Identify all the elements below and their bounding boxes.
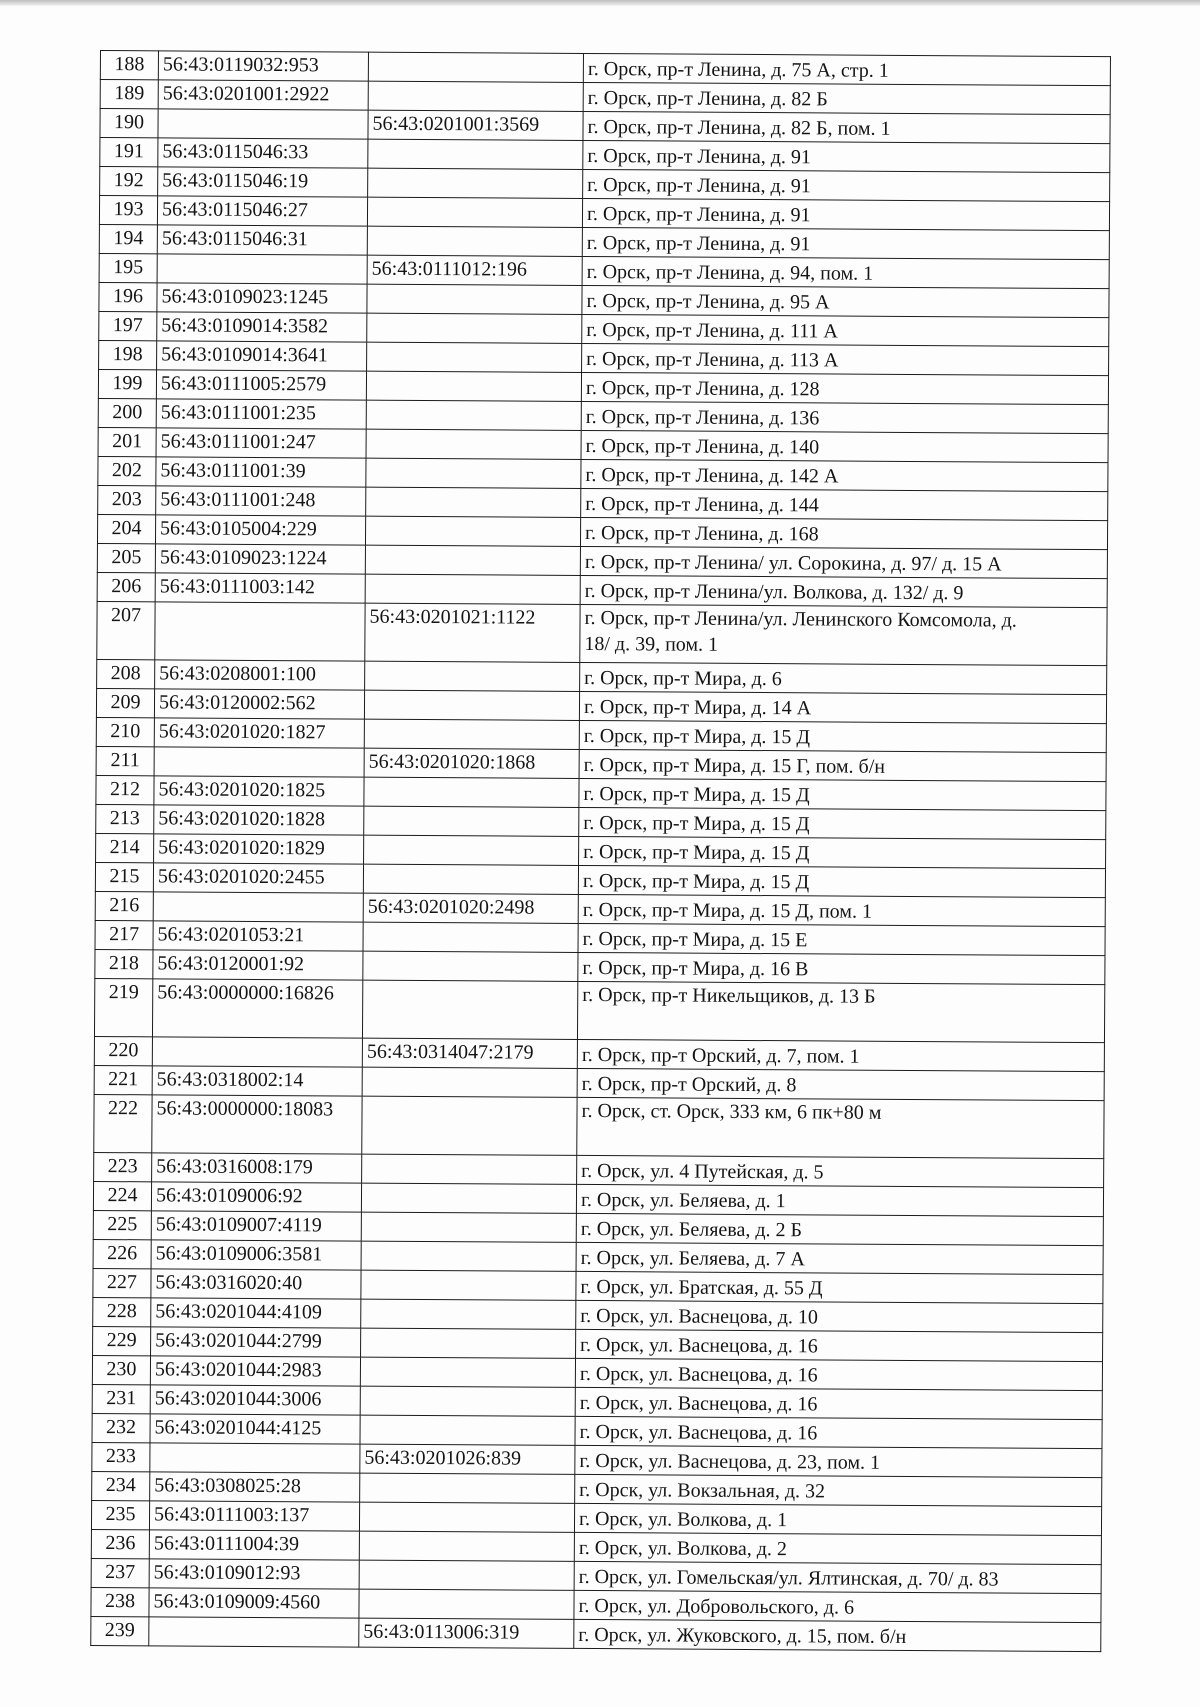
land-cadastral-number-cell: 56:43:0316020:40 [151,1269,361,1299]
object-cadastral-number-cell [361,1212,576,1242]
object-cadastral-number-cell [365,516,580,546]
row-number-cell: 210 [96,717,154,746]
object-cadastral-number-cell [367,342,582,372]
land-cadastral-number-cell: 56:43:0109023:1245 [157,283,367,313]
land-cadastral-number-cell: 56:43:0109007:4119 [151,1211,361,1241]
address-cell: г. Орск, пр-т Ленина, д. 136 [581,401,1108,433]
object-cadastral-number-cell [367,226,582,256]
row-number-cell: 217 [95,920,153,949]
row-number-cell: 219 [94,978,152,1036]
address-cell: г. Орск, ул. 4 Путейская, д. 5 [577,1155,1104,1187]
land-cadastral-number-cell: 56:43:0115046:27 [157,196,367,226]
address-cell: г. Орск, пр-т Мира, д. 15 Е [578,923,1105,955]
row-number-cell: 204 [97,514,155,543]
land-cadastral-number-cell: 56:43:0111003:137 [149,1501,359,1531]
row-number-cell: 206 [97,572,155,601]
object-cadastral-number-cell [368,139,583,169]
address-cell: г. Орск, пр-т Ленина, д. 91 [583,169,1110,201]
row-number-cell: 213 [96,804,154,833]
object-cadastral-number-cell [361,1270,576,1300]
row-number-cell: 237 [91,1558,149,1587]
object-cadastral-number-cell [368,52,583,82]
row-number-cell: 220 [94,1036,152,1065]
land-cadastral-number-cell: 56:43:0201020:1827 [154,718,364,748]
address-cell: г. Орск, пр-т Никельщиков, д. 13 Б [577,981,1104,1042]
land-cadastral-number-cell [158,109,368,139]
land-cadastral-number-cell: 56:43:0201044:4109 [151,1298,361,1328]
address-cell: г. Орск, пр-т Орский, д. 7, пом. 1 [577,1039,1104,1071]
land-cadastral-number-cell: 56:43:0109023:1224 [155,544,365,574]
address-cell: г. Орск, пр-т Ленина, д. 95 А [582,285,1109,317]
object-cadastral-number-cell [360,1415,575,1445]
table-row [91,1616,1101,1651]
address-cell: г. Орск, пр-т Ленина, д. 168 [580,517,1107,549]
land-cadastral-number-cell: 56:43:0201001:2922 [158,80,368,110]
address-cell: г. Орск, ул. Гомельская/ул. Ялтинская, д. 70/ д. 83 [574,1561,1101,1593]
row-number-cell: 225 [93,1210,151,1239]
land-cadastral-number-cell: 56:43:0119032:953 [158,51,368,81]
land-cadastral-number-cell: 56:43:0201020:1825 [154,776,364,806]
land-cadastral-number-cell: 56:43:0115046:33 [158,138,368,168]
row-number-cell: 221 [94,1065,152,1094]
row-number-cell: 209 [96,688,154,717]
address-cell: г. Орск, ул. Беляева, д. 7 А [576,1242,1103,1274]
object-cadastral-number-cell [367,284,582,314]
object-cadastral-number-cell: 56:43:0201021:1122 [365,603,580,662]
object-cadastral-number-cell [364,806,579,836]
object-cadastral-number-cell [362,980,577,1039]
object-cadastral-number-cell: 56:43:0201020:1868 [364,748,579,778]
object-cadastral-number-cell [363,951,578,981]
row-number-cell: 239 [91,1616,149,1645]
row-number-cell: 238 [91,1587,149,1616]
address-cell: г. Орск, пр-т Ленина/ ул. Сорокина, д. 97/ д. 15 А [580,546,1107,578]
object-cadastral-number-cell [359,1560,574,1590]
address-cell: г. Орск, пр-т Мира, д. 15 Д [578,865,1105,897]
row-number-cell: 190 [100,109,158,138]
object-cadastral-number-cell [366,458,581,488]
address-cell: г. Орск, пр-т Мира, д. 15 Д [579,836,1106,868]
address-cell: г. Орск, пр-т Ленина, д. 128 [581,372,1108,404]
row-number-cell: 234 [92,1471,150,1500]
object-cadastral-number-cell [362,1067,577,1097]
land-cadastral-number-cell: 56:43:0201044:3006 [150,1385,360,1415]
address-cell: г. Орск, пр-т Ленина, д. 140 [581,430,1108,462]
land-cadastral-number-cell: 56:43:0111001:39 [156,457,366,487]
address-cell: г. Орск, ул. Васнецова, д. 16 [575,1387,1102,1419]
address-cell: г. Орск, пр-т Мира, д. 15 Г, пом. б/н [579,749,1106,781]
row-number-cell: 232 [92,1413,150,1442]
land-cadastral-number-cell: 56:43:0201020:1828 [154,805,364,835]
land-cadastral-number-cell: 56:43:0201044:4125 [150,1414,360,1444]
object-cadastral-number-cell [362,1096,577,1155]
land-cadastral-number-cell: 56:43:0105004:229 [155,515,365,545]
land-cadastral-number-cell: 56:43:0109014:3582 [157,312,367,342]
land-cadastral-number-cell: 56:43:0111001:248 [156,486,366,516]
address-cell: г. Орск, пр-т Ленина, д. 82 Б, пом. 1 [583,111,1110,143]
row-number-cell: 229 [93,1326,151,1355]
address-cell: г. Орск, ул. Добровольского, д. 6 [574,1590,1101,1622]
address-cell: г. Орск, пр-т Мира, д. 15 Д [579,778,1106,810]
row-number-cell: 233 [92,1442,150,1471]
address-cell: г. Орск, пр-т Ленина, д. 113 А [582,343,1109,375]
scan-top-edge [0,0,1200,6]
land-cadastral-number-cell: 56:43:0201053:21 [153,921,363,951]
row-number-cell: 207 [97,601,155,659]
row-number-cell: 215 [95,862,153,891]
row-number-cell: 194 [99,224,157,253]
row-number-cell: 202 [98,456,156,485]
address-cell [580,604,1107,665]
address-cell: г. Орск, ул. Васнецова, д. 10 [576,1300,1103,1332]
land-cadastral-number-cell: 56:43:0109006:3581 [151,1240,361,1270]
object-cadastral-number-cell [366,400,581,430]
object-cadastral-number-cell [364,690,579,720]
address-cell: г. Орск, пр-т Орский, д. 8 [577,1068,1104,1100]
land-cadastral-number-cell [155,602,365,661]
object-cadastral-number-cell [362,1154,577,1184]
row-number-cell: 224 [93,1181,151,1210]
address-cell: г. Орск, пр-т Ленина/ул. Волкова, д. 132/ д. 9 [580,575,1107,607]
row-number-cell: 197 [99,311,157,340]
row-number-cell: 196 [99,282,157,311]
object-cadastral-number-cell [368,168,583,198]
address-cell: г. Орск, пр-т Ленина, д. 91 [582,227,1109,259]
address-cell: г. Орск, пр-т Мира, д. 14 А [579,691,1106,723]
address-line-2: 18/ д. 39, пом. 1 [584,632,719,656]
row-number-cell: 226 [93,1239,151,1268]
object-cadastral-number-cell: 56:43:0201026:839 [360,1444,575,1474]
row-number-cell: 223 [94,1152,152,1181]
object-cadastral-number-cell [367,197,582,227]
address-cell: г. Орск, ул. Братская, д. 55 Д [576,1271,1103,1303]
land-cadastral-number-cell [149,1617,359,1647]
address-cell: г. Орск, пр-т Ленина, д. 82 Б [583,82,1110,114]
object-cadastral-number-cell [364,719,579,749]
object-cadastral-number-cell [366,371,581,401]
registry-table-body [91,51,1111,1652]
land-cadastral-number-cell [157,254,367,284]
object-cadastral-number-cell [367,313,582,343]
land-cadastral-number-cell [154,747,364,777]
land-cadastral-number-cell [152,1037,362,1067]
object-cadastral-number-cell [361,1183,576,1213]
row-number-cell: 195 [99,253,157,282]
row-number-cell: 192 [100,167,158,196]
address-cell: г. Орск, пр-т Ленина, д. 111 А [582,314,1109,346]
address-cell: г. Орск, ул. Жуковского, д. 15, пом. б/н [574,1619,1101,1651]
land-cadastral-number-cell: 56:43:0109009:4560 [149,1588,359,1618]
object-cadastral-number-cell [361,1299,576,1329]
land-cadastral-number-cell: 56:43:0109012:93 [149,1559,359,1589]
land-cadastral-number-cell: 56:43:0208001:100 [155,660,365,690]
row-number-cell: 211 [96,746,154,775]
object-cadastral-number-cell: 56:43:0201001:3569 [368,110,583,140]
object-cadastral-number-cell [360,1386,575,1416]
address-cell: г. Орск, ул. Волкова, д. 1 [574,1503,1101,1535]
row-number-cell: 201 [98,427,156,456]
land-cadastral-number-cell: 56:43:0120001:92 [153,950,363,980]
object-cadastral-number-cell: 56:43:0201020:2498 [363,893,578,923]
address-line-1: г. Орск, пр-т Ленина/ул. Ленинского Комсомола, д. [584,606,1017,632]
row-number-cell: 222 [94,1094,152,1152]
row-number-cell: 189 [100,80,158,109]
address-cell: г. Орск, ул. Васнецова, д. 16 [575,1358,1102,1390]
object-cadastral-number-cell [368,81,583,111]
object-cadastral-number-cell [364,777,579,807]
land-cadastral-number-cell: 56:43:0201020:2455 [153,863,363,893]
row-number-cell: 203 [98,485,156,514]
address-cell: г. Орск, ул. Васнецова, д. 23, пом. 1 [575,1445,1102,1477]
row-number-cell: 228 [93,1297,151,1326]
table-row [94,978,1104,1042]
address-cell: г. Орск, пр-т Мира, д. 6 [580,662,1107,694]
object-cadastral-number-cell: 56:43:0111012:196 [367,255,582,285]
row-number-cell: 236 [91,1529,149,1558]
row-number-cell: 212 [96,775,154,804]
address-cell: г. Орск, пр-т Ленина, д. 94, пом. 1 [582,256,1109,288]
object-cadastral-number-cell [359,1531,574,1561]
property-registry-table [90,50,1111,1652]
land-cadastral-number-cell: 56:43:0201044:2799 [151,1327,361,1357]
object-cadastral-number-cell [359,1589,574,1619]
object-cadastral-number-cell [366,487,581,517]
land-cadastral-number-cell: 56:43:0201044:2983 [150,1356,360,1386]
row-number-cell: 218 [95,949,153,978]
object-cadastral-number-cell [363,864,578,894]
row-number-cell: 214 [96,833,154,862]
land-cadastral-number-cell: 56:43:0115046:31 [157,225,367,255]
land-cadastral-number-cell: 56:43:0000000:16826 [152,979,362,1038]
object-cadastral-number-cell [363,922,578,952]
land-cadastral-number-cell: 56:43:0111001:247 [156,428,366,458]
row-number-cell: 231 [92,1384,150,1413]
address-cell: г. Орск, ст. Орск, 333 км, 6 пк+80 м [577,1097,1104,1158]
row-number-cell: 199 [98,369,156,398]
address-cell: г. Орск, пр-т Мира, д. 16 В [578,952,1105,984]
object-cadastral-number-cell [361,1241,576,1271]
land-cadastral-number-cell: 56:43:0201020:1829 [154,834,364,864]
address-cell: г. Орск, пр-т Мира, д. 15 Д [579,807,1106,839]
address-cell: г. Орск, ул. Васнецова, д. 16 [575,1416,1102,1448]
address-cell: г. Орск, пр-т Мира, д. 15 Д, пом. 1 [578,894,1105,926]
land-cadastral-number-cell: 56:43:0318002:14 [152,1066,362,1096]
land-cadastral-number-cell [150,1443,360,1473]
land-cadastral-number-cell: 56:43:0111005:2579 [156,370,366,400]
object-cadastral-number-cell [364,835,579,865]
row-number-cell: 188 [100,51,158,80]
object-cadastral-number-cell [359,1502,574,1532]
address-cell: г. Орск, пр-т Ленина, д. 142 А [581,459,1108,491]
address-cell: г. Орск, ул. Васнецова, д. 16 [576,1329,1103,1361]
object-cadastral-number-cell [365,661,580,691]
address-cell: г. Орск, ул. Беляева, д. 1 [576,1184,1103,1216]
land-cadastral-number-cell: 56:43:0109006:92 [151,1182,361,1212]
land-cadastral-number-cell: 56:43:0111001:235 [156,399,366,429]
land-cadastral-number-cell: 56:43:0115046:19 [158,167,368,197]
row-number-cell: 235 [91,1500,149,1529]
table-row [94,1094,1104,1158]
row-number-cell: 200 [98,398,156,427]
object-cadastral-number-cell: 56:43:0113006:319 [359,1618,574,1648]
address-cell: г. Орск, пр-т Ленина, д. 144 [581,488,1108,520]
table-row [97,601,1107,665]
address-cell: г. Орск, ул. Беляева, д. 2 Б [576,1213,1103,1245]
address-cell: г. Орск, ул. Волкова, д. 2 [574,1532,1101,1564]
row-number-cell: 227 [93,1268,151,1297]
address-cell: г. Орск, пр-т Ленина, д. 91 [583,140,1110,172]
address-cell: г. Орск, ул. Вокзальная, д. 32 [575,1474,1102,1506]
land-cadastral-number-cell: 56:43:0316008:179 [152,1153,362,1183]
row-number-cell: 193 [99,196,157,225]
object-cadastral-number-cell [365,574,580,604]
object-cadastral-number-cell [360,1357,575,1387]
row-number-cell: 205 [97,543,155,572]
object-cadastral-number-cell [361,1328,576,1358]
object-cadastral-number-cell [360,1473,575,1503]
land-cadastral-number-cell [153,892,363,922]
land-cadastral-number-cell: 56:43:0111003:142 [155,573,365,603]
land-cadastral-number-cell: 56:43:0111004:39 [149,1530,359,1560]
object-cadastral-number-cell: 56:43:0314047:2179 [362,1038,577,1068]
row-number-cell: 208 [97,659,155,688]
row-number-cell: 230 [92,1355,150,1384]
land-cadastral-number-cell: 56:43:0109014:3641 [157,341,367,371]
address-cell: г. Орск, пр-т Ленина, д. 75 А, стр. 1 [583,53,1110,85]
land-cadastral-number-cell: 56:43:0000000:18083 [152,1095,362,1154]
address-cell: г. Орск, пр-т Ленина, д. 91 [582,198,1109,230]
row-number-cell: 198 [99,340,157,369]
land-cadastral-number-cell: 56:43:0120002:562 [154,689,364,719]
object-cadastral-number-cell [365,545,580,575]
land-cadastral-number-cell: 56:43:0308025:28 [150,1472,360,1502]
object-cadastral-number-cell [366,429,581,459]
row-number-cell: 191 [100,138,158,167]
row-number-cell: 216 [95,891,153,920]
address-cell: г. Орск, пр-т Мира, д. 15 Д [579,720,1106,752]
